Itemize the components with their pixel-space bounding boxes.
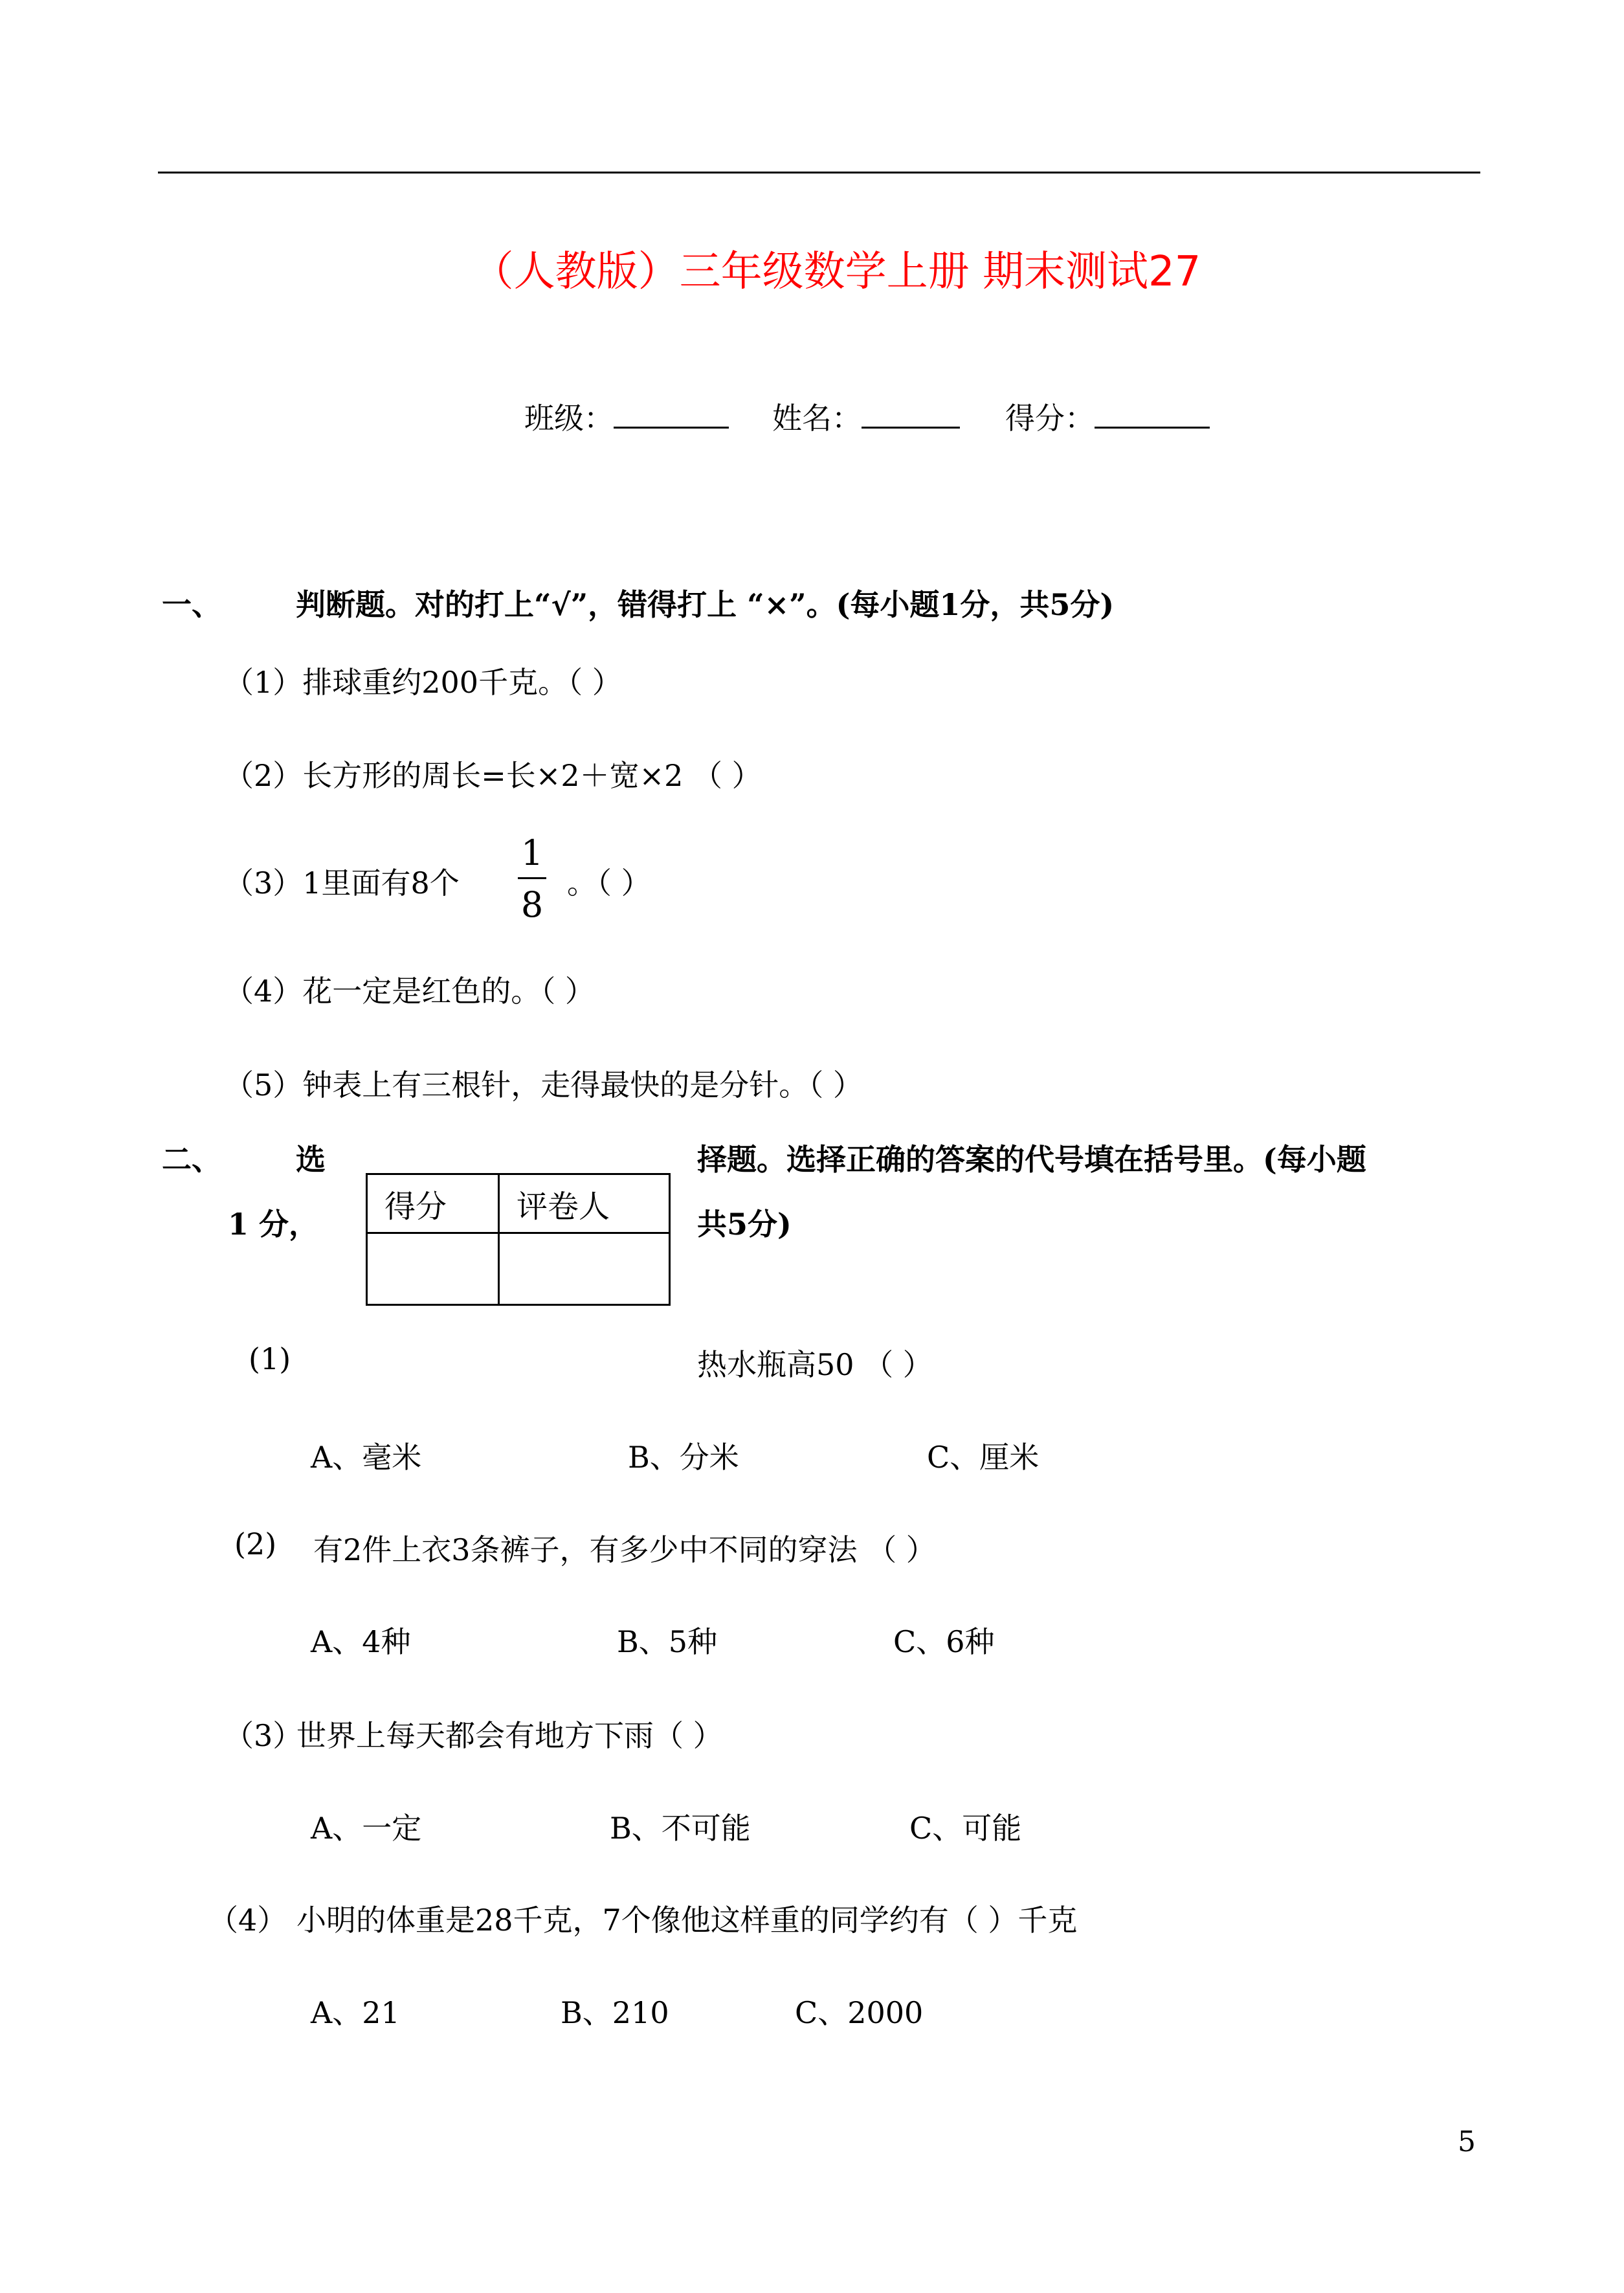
s1-question-2: （2）长方形的周长=长×2＋宽×2 （ ）	[224, 758, 762, 793]
s2-q1-option-c: C、厘米	[927, 1440, 1040, 1475]
page-number: 5	[1458, 2125, 1476, 2158]
s2-q4-option-a: A、21	[311, 1995, 400, 2030]
score-table-grader-cell[interactable]	[499, 1233, 670, 1305]
fraction-one-eighth	[518, 833, 546, 925]
s2-q3-option-a: A、一定	[311, 1811, 422, 1846]
s2-q3-option-b: B、不可能	[610, 1811, 751, 1846]
s2-q4-option-b: B、210	[561, 1995, 669, 2030]
header-rule	[158, 172, 1480, 173]
score-table-header-grader: 评卷人	[499, 1174, 670, 1233]
page-title: （人教版）三年级数学上册 期末测试27	[472, 248, 1201, 296]
name-field	[772, 395, 960, 438]
section2-heading: 择题。选择正确的答案的代号填在括号里。(每小题	[697, 1142, 1366, 1177]
s2-q3-option-c: C、可能	[909, 1811, 1022, 1846]
score-blank[interactable]	[1095, 398, 1210, 429]
section2-number: 二、	[162, 1142, 221, 1177]
s1-question-3-tail: 。（ ）	[567, 866, 651, 900]
score-field	[1005, 395, 1210, 438]
s2-q2-option-b: B、5种	[617, 1624, 718, 1659]
score-table-score-cell[interactable]	[367, 1233, 499, 1305]
class-field	[524, 395, 729, 438]
section1-number: 一、	[162, 587, 221, 622]
s1-question-4: （4）花一定是红色的。（ ）	[224, 974, 595, 1009]
s2-q2-option-c: C、6种	[893, 1624, 995, 1659]
class-blank[interactable]	[614, 398, 729, 429]
s2-question-4-number: （4）	[208, 1903, 287, 1938]
name-blank[interactable]	[862, 398, 960, 429]
s1-question-3: （3）1里面有8个	[224, 866, 460, 900]
s2-question-1-text: 热水瓶高50 （ ）	[697, 1347, 933, 1382]
class-label: 班级：	[524, 401, 614, 436]
s2-question-3-text: 世界上每天都会有地方下雨（ ）	[296, 1718, 723, 1753]
section2-heading-line2-left: 1 分，	[228, 1207, 319, 1242]
s2-q2-option-a: A、4种	[311, 1624, 411, 1659]
fraction-bar	[518, 877, 546, 879]
s2-q4-option-c: C、2000	[795, 1995, 924, 2030]
fraction-denominator: 8	[520, 884, 544, 925]
s2-question-2-number: (2)	[234, 1527, 277, 1561]
score-table-header-score: 得分	[367, 1174, 499, 1233]
section2-heading-first: 选	[296, 1142, 326, 1177]
s2-question-1-number: (1)	[249, 1341, 291, 1376]
section1-heading: 判断题。对的打上“√”，错得打上 “×”。(每小题1分，共5分)	[296, 587, 1115, 622]
s2-question-2-text: 有2件上衣3条裤子，有多少中不同的穿法 （ ）	[313, 1532, 936, 1567]
s2-q1-option-a: A、毫米	[311, 1440, 422, 1475]
s1-question-5: （5）钟表上有三根针，走得最快的是分针。（ ）	[224, 1068, 863, 1102]
score-label: 得分：	[1005, 401, 1095, 436]
s2-question-4-text: 小明的体重是28千克，7个像他这样重的同学约有（ ）千克	[296, 1903, 1078, 1938]
s2-q1-option-b: B、分米	[628, 1440, 739, 1475]
s1-question-1: （1）排球重约200千克。（ ）	[224, 665, 622, 700]
score-table	[366, 1173, 671, 1306]
fraction-numerator: 1	[520, 833, 544, 873]
section2-heading-line2-right: 共5分)	[697, 1207, 792, 1242]
name-label: 姓名：	[772, 401, 862, 436]
s2-question-3-number: （3）	[224, 1718, 303, 1753]
